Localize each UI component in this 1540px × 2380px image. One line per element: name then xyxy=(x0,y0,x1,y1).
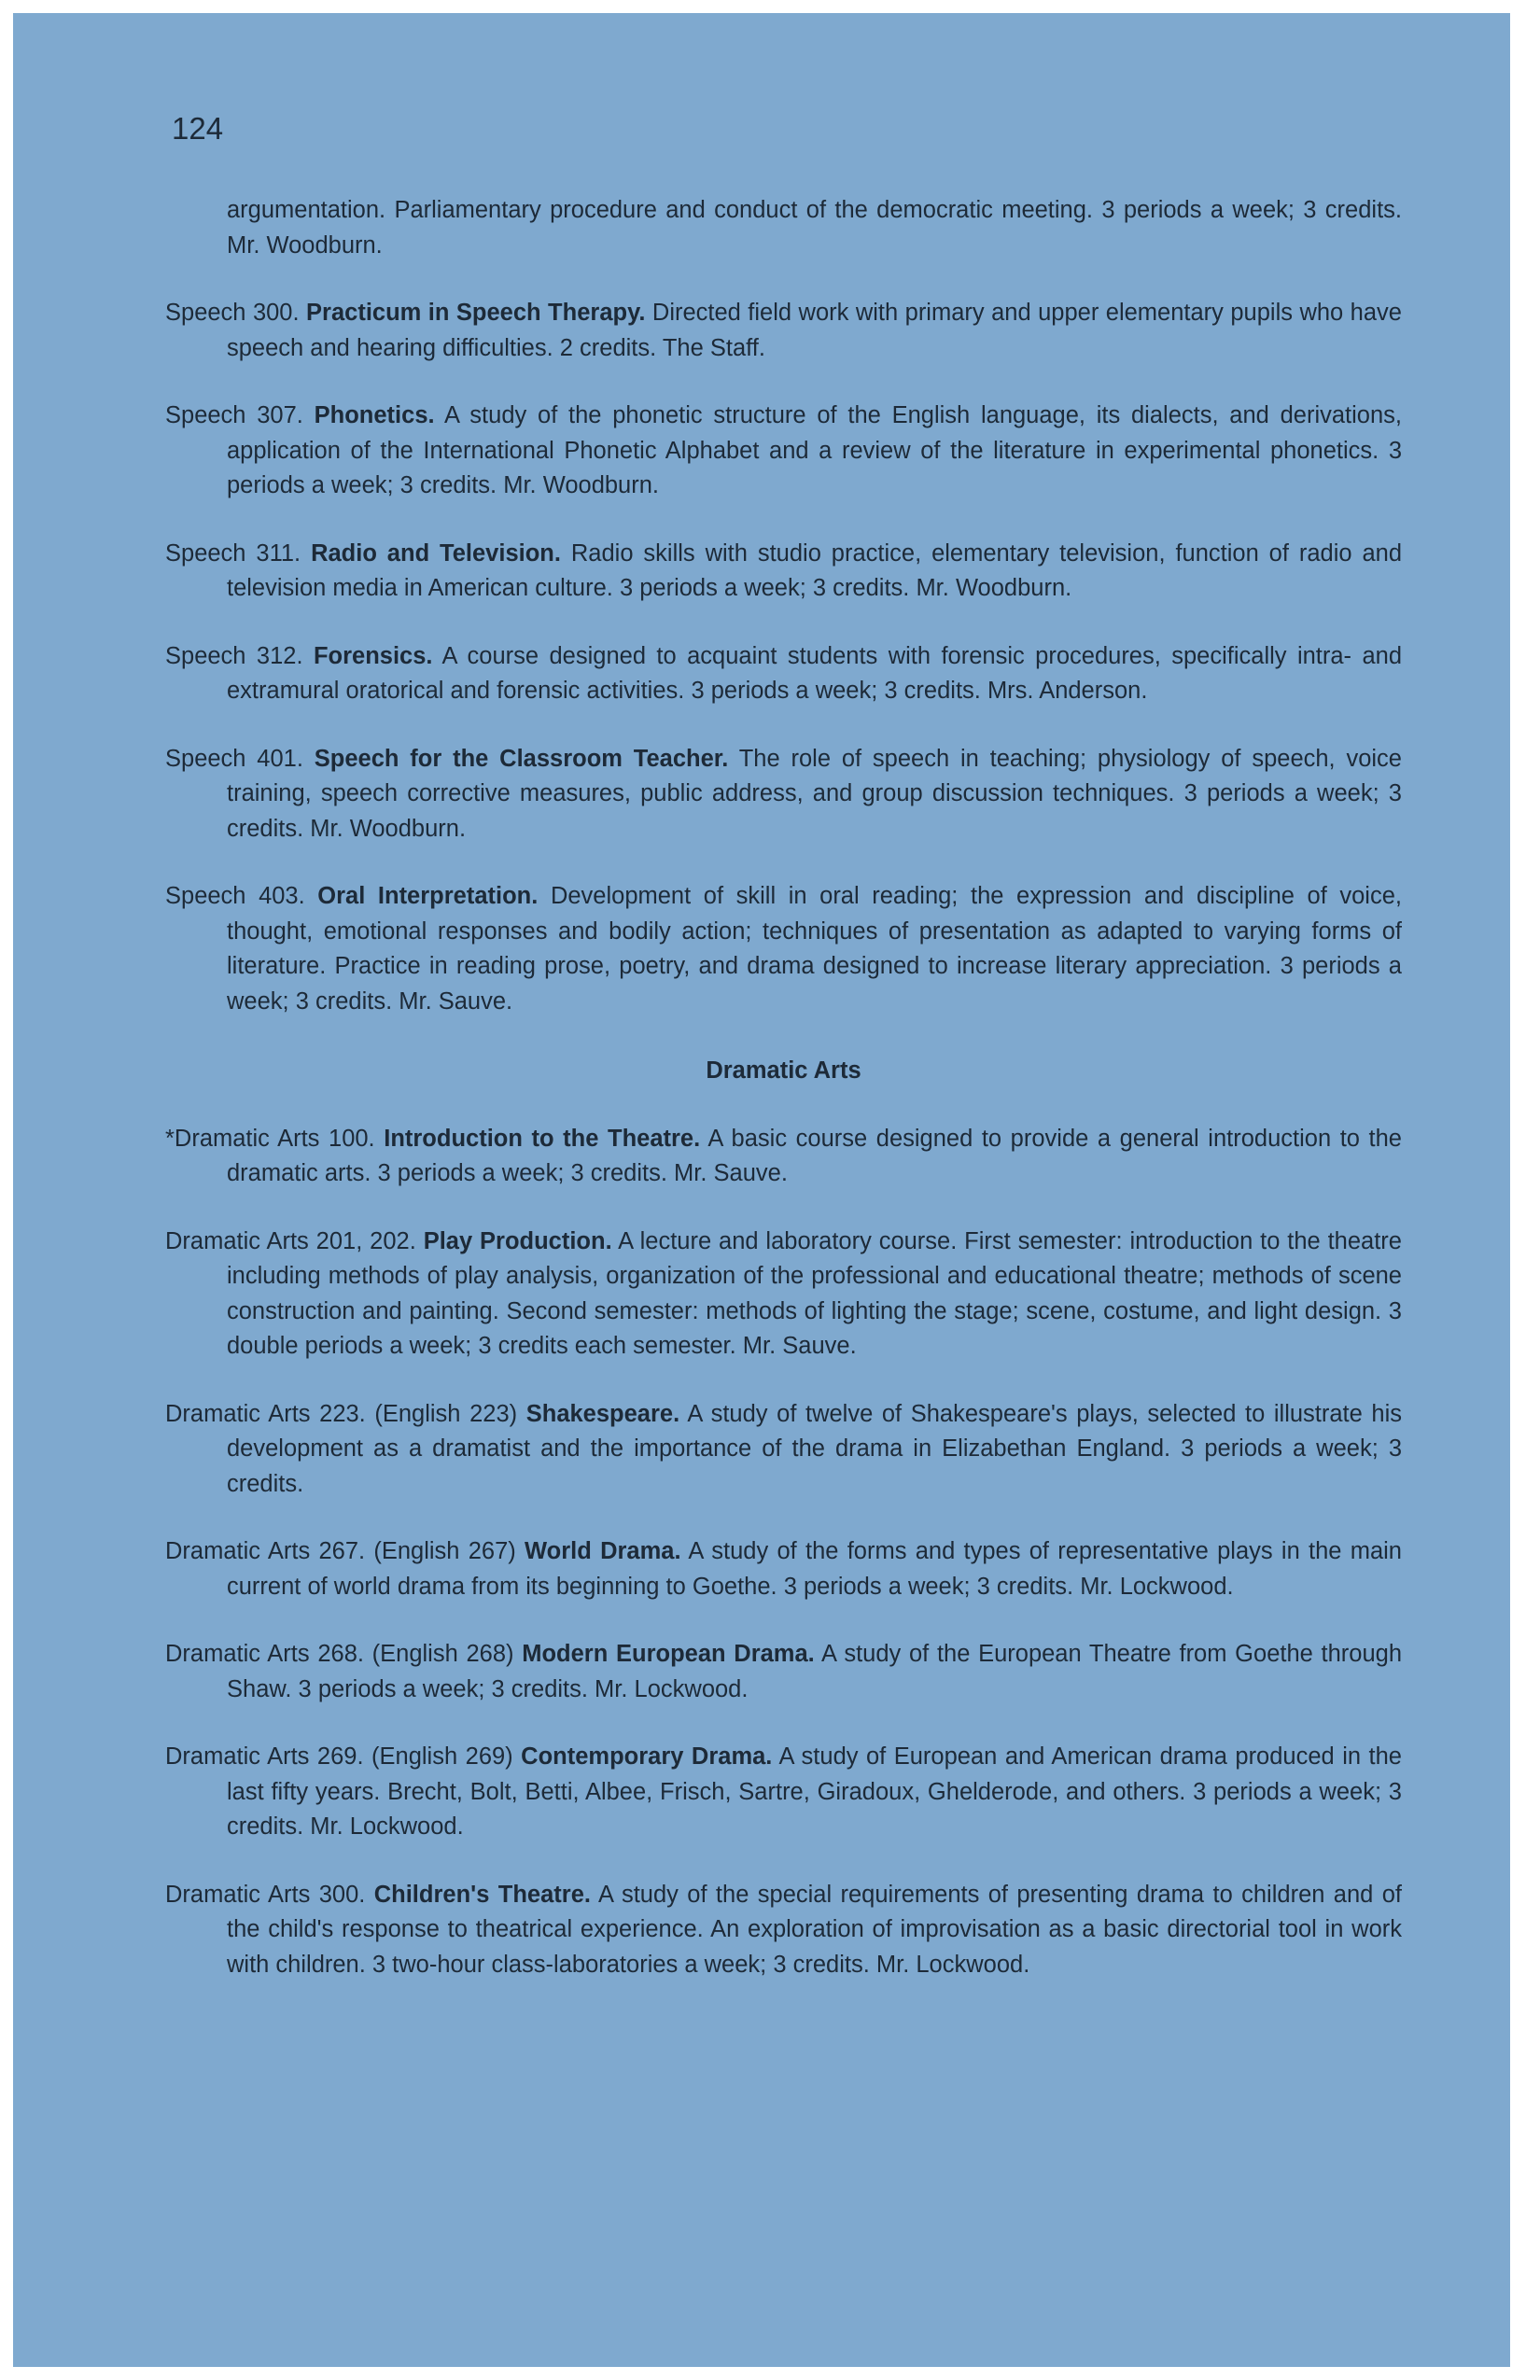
course-title: Practicum in Speech Therapy. xyxy=(306,300,646,326)
course-code: Dramatic Arts 223. (English 223) xyxy=(165,1400,518,1427)
course-title: Oral Interpretation. xyxy=(317,883,539,909)
course-entry xyxy=(165,537,1402,607)
speech-course-list xyxy=(165,296,1402,1019)
course-title: Phonetics. xyxy=(314,402,435,428)
course-description: The role of speech in teaching; physiology of speech, voice training, speech corrective measures, public address, and group discussion techniques. 3 periods a week; 3 credits. Mr. Woodburn. xyxy=(227,745,1402,842)
course-description: A study of the European Theatre from Goethe through Shaw. 3 periods a week; 3 credits. Mr. Lockwood. xyxy=(227,1641,1403,1702)
course-title: Forensics. xyxy=(313,642,433,669)
course-title: Speech for the Classroom Teacher. xyxy=(314,745,729,772)
course-description: A study of twelve of Shakespeare's plays, selected to illustrate his development as a dramatist and the importance of the drama in Elizabethan England. 3 periods a week; 3 credits. xyxy=(227,1400,1403,1497)
course-entry xyxy=(165,399,1402,504)
course-description: A course designed to acquaint students with forensic procedures, specifically intra- and extramural oratorical and forensic activities. 3 periods a week; 3 credits. Mrs. Anderson. xyxy=(227,642,1402,704)
course-entry xyxy=(165,1397,1402,1503)
course-entry xyxy=(165,1740,1402,1845)
course-entry xyxy=(165,879,1402,1019)
course-title: Introduction to the Theatre. xyxy=(384,1125,701,1152)
course-listing xyxy=(165,193,1402,2015)
course-description: A study of the forms and types of representative plays in the main current of world drama from its beginning to Goethe. 3 periods a week; 3 credits. Mr. Lockwood. xyxy=(227,1538,1402,1600)
course-description: A study of the special requirements of presenting drama to children and of the child's response to theatrical experience. An exploration of improvisation as a basic directorial tool in work with children. 3 two-hour class-laboratories a week; 3 credits. Mr. Lockwood. xyxy=(227,1881,1403,1978)
course-description: Directed field work with primary and upper elementary pupils who have speech and hearing difficulties. 2 credits. The Staff. xyxy=(227,300,1402,361)
course-title: Radio and Television. xyxy=(311,539,561,567)
course-title: Shakespeare. xyxy=(525,1400,680,1427)
page-number: 124 xyxy=(172,111,224,146)
course-code: Dramatic Arts 300. xyxy=(165,1881,366,1908)
course-description: Radio skills with studio practice, elementary television, function of radio and television media in American culture. 3 periods a week; 3 credits. Mr. Woodburn. xyxy=(227,539,1402,601)
course-title: Play Production. xyxy=(423,1227,612,1254)
intro-continuation-paragraph: argumentation. Parliamentary procedure and conduct of the democratic meeting. 3 periods a week; 3 credits. Mr. Woodburn. xyxy=(227,197,1402,259)
course-code: Speech 401. xyxy=(165,745,303,772)
course-description: A study of the phonetic structure of the English language, its dialects, and derivations, application of the International Phonetic Alphabet and a review of the literature in experimental phonetics. 3 periods a week; 3 credits. Mr. Woodburn. xyxy=(227,402,1403,498)
course-description: A basic course designed to provide a general introduction to the dramatic arts. 3 periods a week; 3 credits. Mr. Sauve. xyxy=(227,1125,1402,1186)
course-description: A lecture and laboratory course. First semester: introduction to the theatre including methods of play analysis, organization of the professional and educational theatre; methods of scene construction and painting. Second semester: methods of lighting the stage; scene, costume, and light design. 3 double periods a week; 3 credits each semester. Mr. Sauve. xyxy=(227,1227,1402,1359)
course-code: Speech 307. xyxy=(165,402,303,428)
course-title: Modern European Drama. xyxy=(522,1641,815,1667)
course-entry xyxy=(165,1122,1402,1192)
course-title: Contemporary Drama. xyxy=(521,1743,773,1770)
section-heading-dramatic-arts: Dramatic Arts xyxy=(706,1057,861,1084)
course-entry xyxy=(165,1534,1402,1604)
course-entry xyxy=(165,639,1402,709)
course-entry xyxy=(165,1225,1402,1365)
course-entry xyxy=(165,1637,1402,1707)
course-code: Dramatic Arts 267. (English 267) xyxy=(165,1538,516,1564)
course-code: Dramatic Arts 269. (English 269) xyxy=(165,1743,513,1770)
course-code: *Dramatic Arts 100. xyxy=(165,1125,375,1152)
course-title: Children's Theatre. xyxy=(373,1881,591,1908)
course-code: Dramatic Arts 268. (English 268) xyxy=(165,1641,514,1667)
course-code: Speech 311. xyxy=(165,539,301,567)
course-title: World Drama. xyxy=(525,1538,681,1564)
course-code: Speech 300. xyxy=(165,300,300,326)
course-code: Speech 403. xyxy=(165,883,305,909)
course-entry xyxy=(165,296,1402,366)
course-description: Development of skill in oral reading; the expression and discipline of voice, thought, emotional responses and bodily action; techniques of presentation as adapted to varying forms of literature. Practice in reading prose, poetry, and drama designed to increase literary appreciation. 3 periods a week; 3 credits. Mr. Sauve. xyxy=(227,883,1402,1015)
course-code: Dramatic Arts 201, 202. xyxy=(165,1227,416,1254)
catalog-page xyxy=(13,13,1510,2367)
dramatic-arts-course-list xyxy=(165,1122,1402,1983)
course-code: Speech 312. xyxy=(165,642,303,669)
course-description: A study of European and American drama produced in the last fifty years. Brecht, Bolt, Betti, Albee, Frisch, Sartre, Giradoux, Ghelderode, and others. 3 periods a week; 3 credits. Mr. Lockwood. xyxy=(227,1743,1402,1840)
course-entry xyxy=(165,1878,1402,1983)
course-entry xyxy=(165,742,1402,847)
